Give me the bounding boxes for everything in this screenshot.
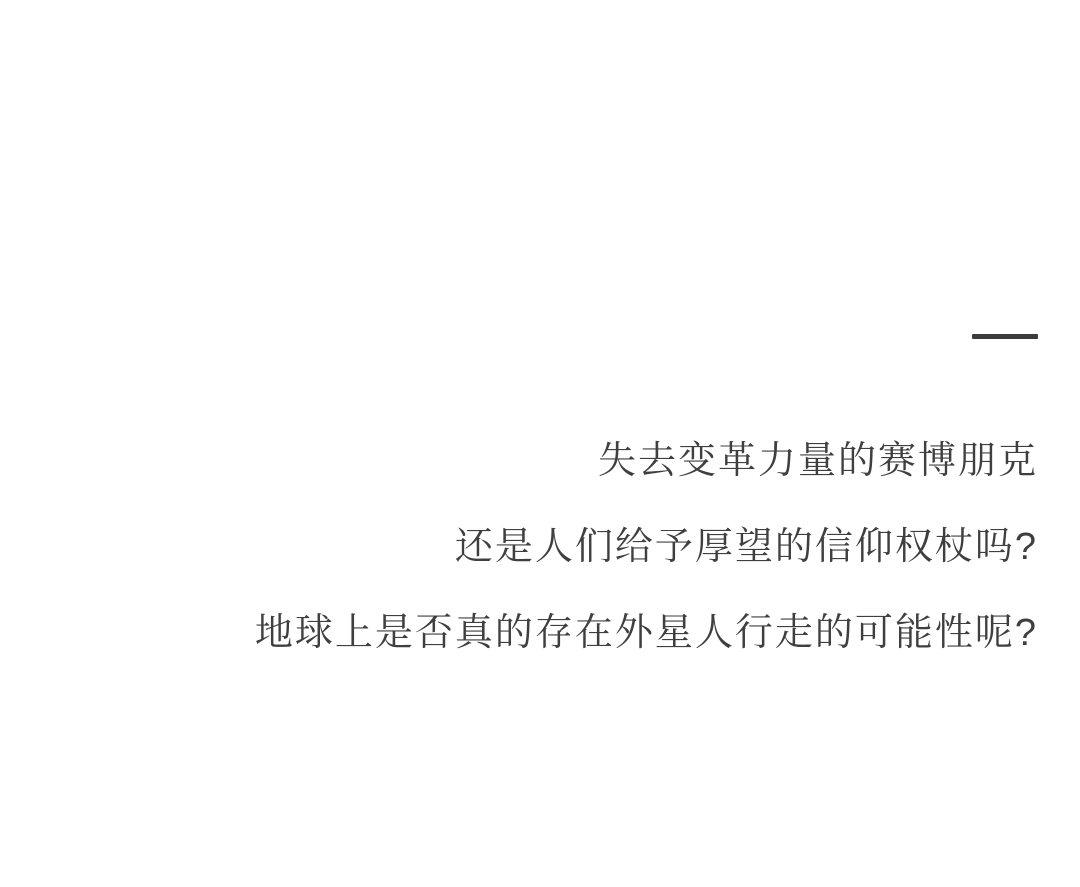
text-line-2: 还是人们给予厚望的信仰权杖吗? (454, 526, 1038, 568)
text-block (138, 418, 1038, 676)
text-line-3: 地球上是否真的存在外星人行走的可能性呢? (254, 612, 1038, 654)
divider-line (972, 334, 1038, 339)
text-line-1: 失去变革力量的赛博朋克 (597, 440, 1038, 482)
